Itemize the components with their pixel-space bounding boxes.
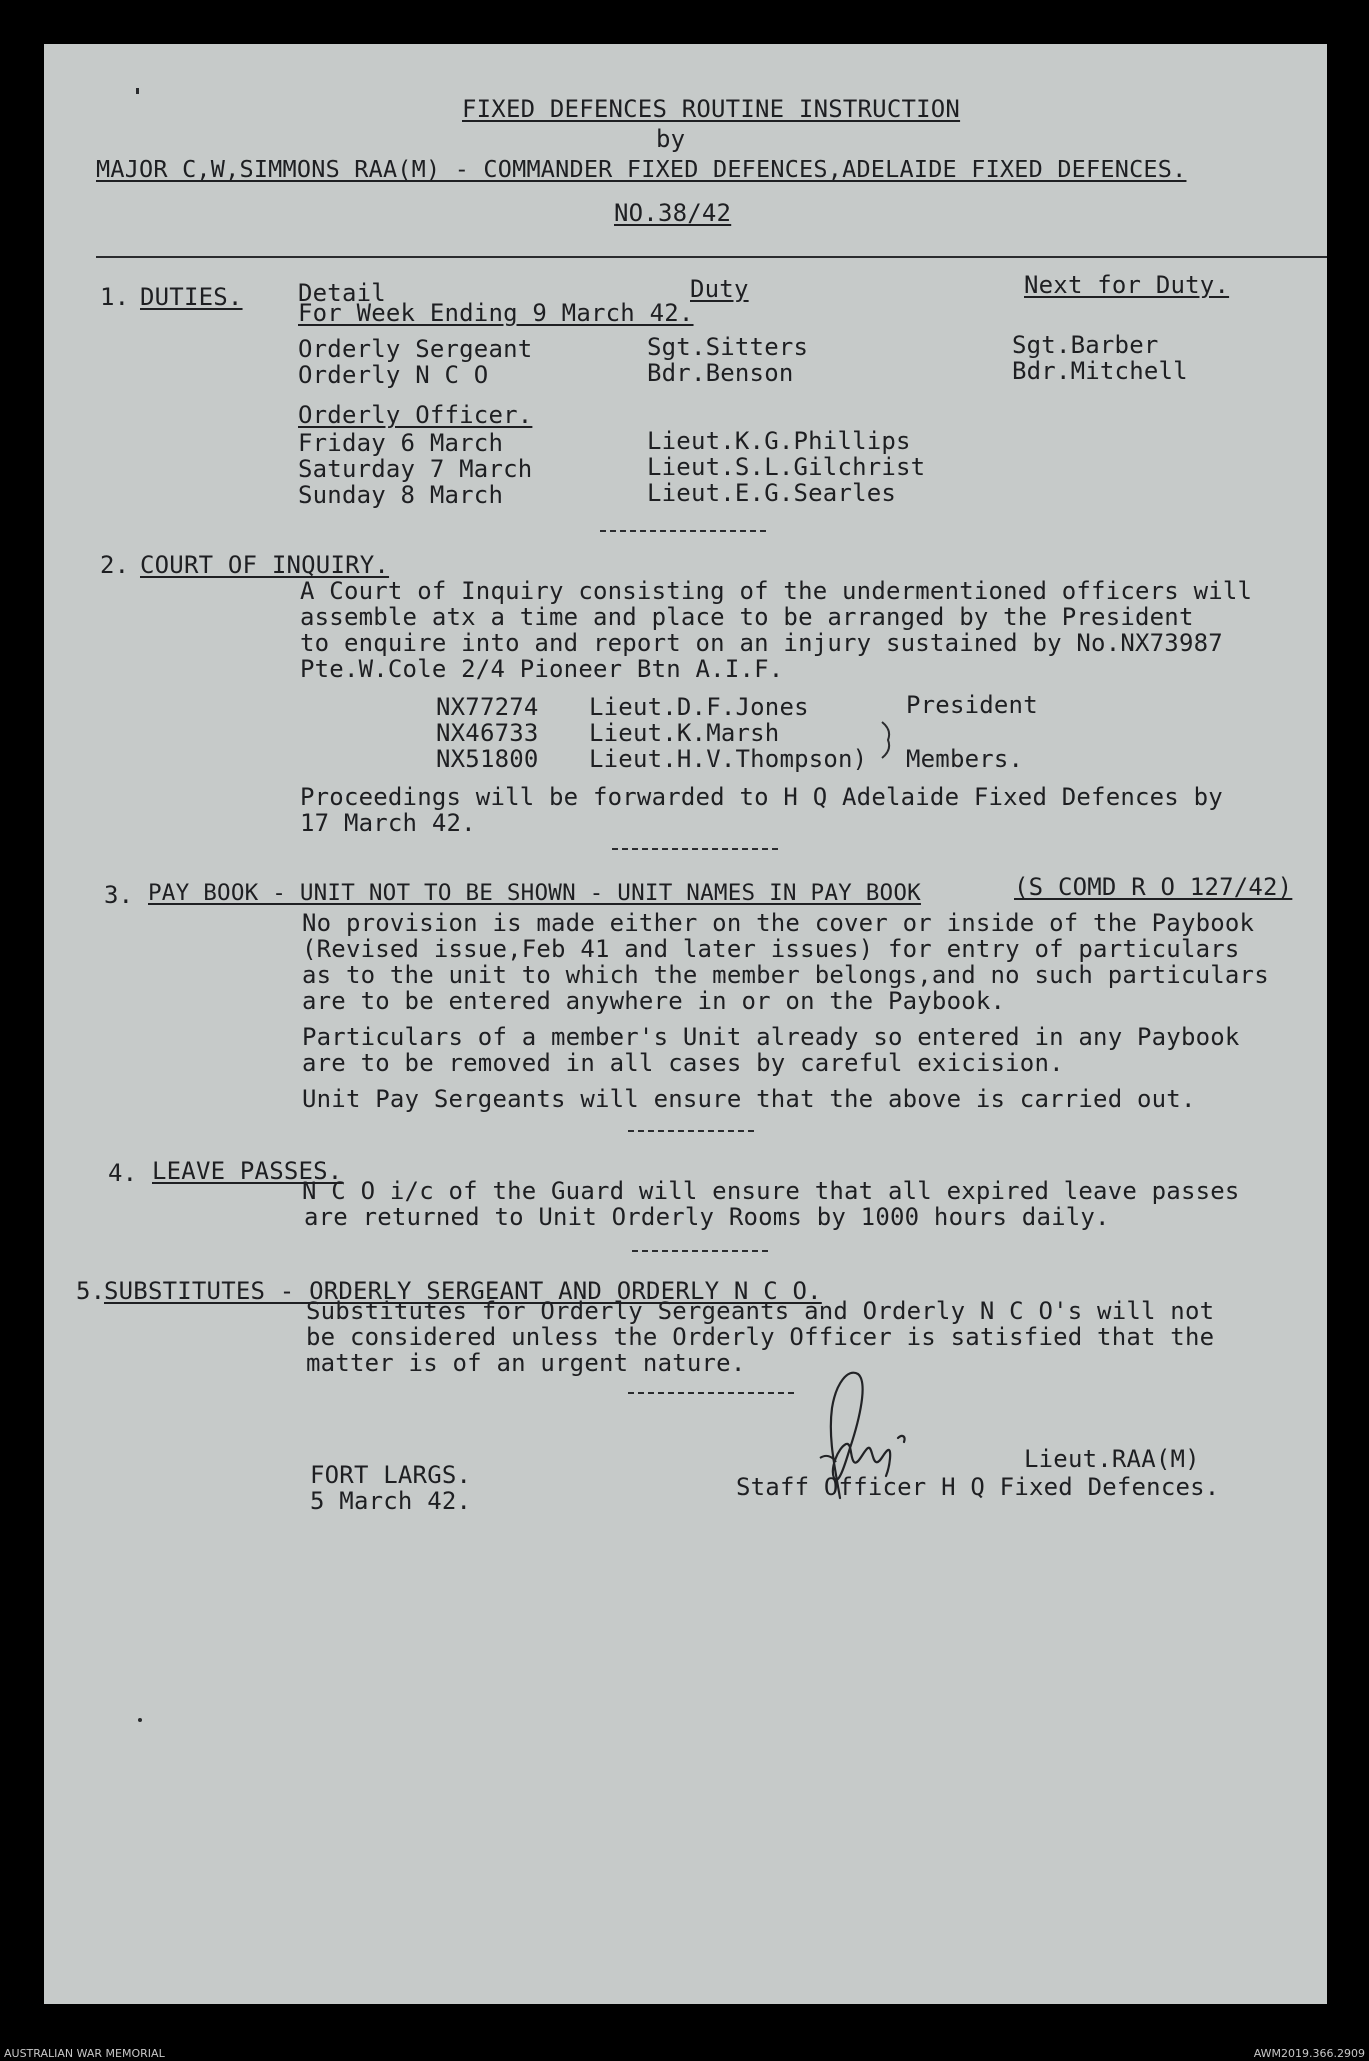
leave-number: 4. [108, 1159, 138, 1187]
signatory-rank: Lieut.RAA(M) [1024, 1445, 1200, 1473]
inquiry-line-4: Pte.W.Cole 2/4 Pioneer Btn A.I.F. [300, 655, 784, 683]
orderly-nco-duty: Bdr.Benson [647, 359, 794, 387]
member-number-2: NX46733 [436, 719, 539, 747]
handwritten-signature [780, 1358, 940, 1508]
inquiry-line-2: assemble atx a time and place to be arranged by the President [300, 603, 1194, 631]
proceedings-line-1: Proceedings will be forwarded to H Q Adelaide Fixed Defences by [300, 783, 1223, 811]
substitutes-line-2: be considered unless the Orderly Officer is satisfied that the [306, 1323, 1215, 1351]
orderly-nco-next: Bdr.Mitchell [1012, 357, 1188, 385]
member-number-1: NX77274 [436, 693, 539, 721]
member-name-1: Lieut.D.F.Jones [589, 693, 809, 721]
officer-day-1: Friday 6 March [298, 429, 504, 457]
member-role-president: President [906, 691, 1038, 719]
officer-name-2: Lieut.S.L.Gilchrist [647, 453, 926, 481]
paybook-para2-line-1: Particulars of a member's Unit already so entered in any Paybook [302, 1023, 1240, 1051]
section-divider [628, 1130, 754, 1132]
orderly-sergeant-next: Sgt.Barber [1012, 331, 1159, 359]
orderly-officer-heading: Orderly Officer. [298, 401, 533, 429]
section-divider [628, 1392, 794, 1394]
by-line: by [656, 125, 686, 153]
section-divider [600, 530, 766, 532]
paybook-para1-line-3: as to the unit to which the member belongs,and no such particulars [302, 961, 1269, 989]
footer-institution: AUSTRALIAN WAR MEMORIAL [4, 2047, 165, 2060]
orderly-sergeant-duty: Sgt.Sitters [647, 333, 809, 361]
paybook-number: 3. [104, 881, 134, 909]
officer-name-1: Lieut.K.G.Phillips [647, 427, 911, 455]
officer-name-3: Lieut.E.G.Searles [647, 479, 897, 507]
duties-heading: DUTIES. [140, 283, 243, 311]
leave-line-2: are returned to Unit Orderly Rooms by 1000 hours daily. [304, 1203, 1110, 1231]
section-divider [632, 1250, 768, 1252]
paybook-para1-line-1: No provision is made either on the cover or inside of the Paybook [302, 909, 1255, 937]
member-brace [880, 720, 896, 760]
closing-date: 5 March 42. [310, 1487, 472, 1515]
paper-mark [138, 1718, 142, 1722]
signatory-office: Staff Officer H Q Fixed Defences. [736, 1473, 1220, 1501]
leave-heading: LEAVE PASSES. [152, 1157, 343, 1185]
inquiry-heading: COURT OF INQUIRY. [140, 551, 390, 579]
paybook-para3: Unit Pay Sergeants will ensure that the above is carried out. [302, 1085, 1196, 1113]
header-rule [96, 256, 1327, 258]
duties-number: 1. [100, 283, 130, 311]
col-detail: Detail [298, 279, 386, 307]
section-divider [612, 848, 778, 850]
col-next-for-duty: Next for Duty. [1024, 271, 1230, 299]
substitutes-heading: SUBSTITUTES - ORDERLY SERGEANT AND ORDERLY N C O. [104, 1277, 822, 1305]
inquiry-line-3: to enquire into and report on an injury sustained by No.NX73987 [300, 629, 1223, 657]
document-title: FIXED DEFENCES ROUTINE INSTRUCTION [462, 95, 961, 123]
member-role-members: Members. [906, 745, 1024, 773]
inquiry-number: 2. [100, 551, 130, 579]
paybook-para2-line-2: are to be removed in all cases by careful exicision. [302, 1049, 1064, 1077]
instruction-number: NO.38/42 [614, 199, 732, 227]
paybook-reference: (S COMD R O 127/42) [1014, 873, 1293, 901]
inquiry-line-1: A Court of Inquiry consisting of the undermentioned officers will [300, 577, 1253, 605]
paybook-para1-line-2: (Revised issue,Feb 41 and later issues) for entry of particulars [302, 935, 1240, 963]
closing-place: FORT LARGS. [310, 1461, 472, 1489]
paybook-heading: PAY BOOK - UNIT NOT TO BE SHOWN - UNIT NAMES IN PAY BOOK [148, 880, 921, 906]
substitutes-line-1: Substitutes for Orderly Sergeants and Orderly N C O's will not [306, 1297, 1215, 1325]
leave-line-1: N C O i/c of the Guard will ensure that all expired leave passes [302, 1177, 1240, 1205]
member-number-3: NX51800 [436, 745, 539, 773]
paper-mark [136, 88, 139, 94]
week-ending: For Week Ending 9 March 42. [298, 299, 694, 327]
footer-accession: AWM2019.366.2909 [1253, 2047, 1365, 2060]
substitutes-line-3: matter is of an urgent nature. [306, 1349, 746, 1377]
member-name-3: Lieut.H.V.Thompson) [589, 745, 868, 773]
orderly-nco-label: Orderly N C O [298, 361, 489, 389]
document-page [44, 44, 1327, 2004]
substitutes-number: 5. [76, 1277, 106, 1305]
paybook-para1-line-4: are to be entered anywhere in or on the Paybook. [302, 987, 1006, 1015]
proceedings-line-2: 17 March 42. [300, 809, 476, 837]
member-name-2: Lieut.K.Marsh [589, 719, 780, 747]
officer-day-2: Saturday 7 March [298, 455, 533, 483]
officer-day-3: Sunday 8 March [298, 481, 504, 509]
col-duty: Duty [690, 275, 749, 303]
orderly-sergeant-label: Orderly Sergeant [298, 335, 533, 363]
commander-line: MAJOR C,W,SIMMONS RAA(M) - COMMANDER FIXED DEFENCES,ADELAIDE FIXED DEFENCES. [96, 155, 1187, 183]
